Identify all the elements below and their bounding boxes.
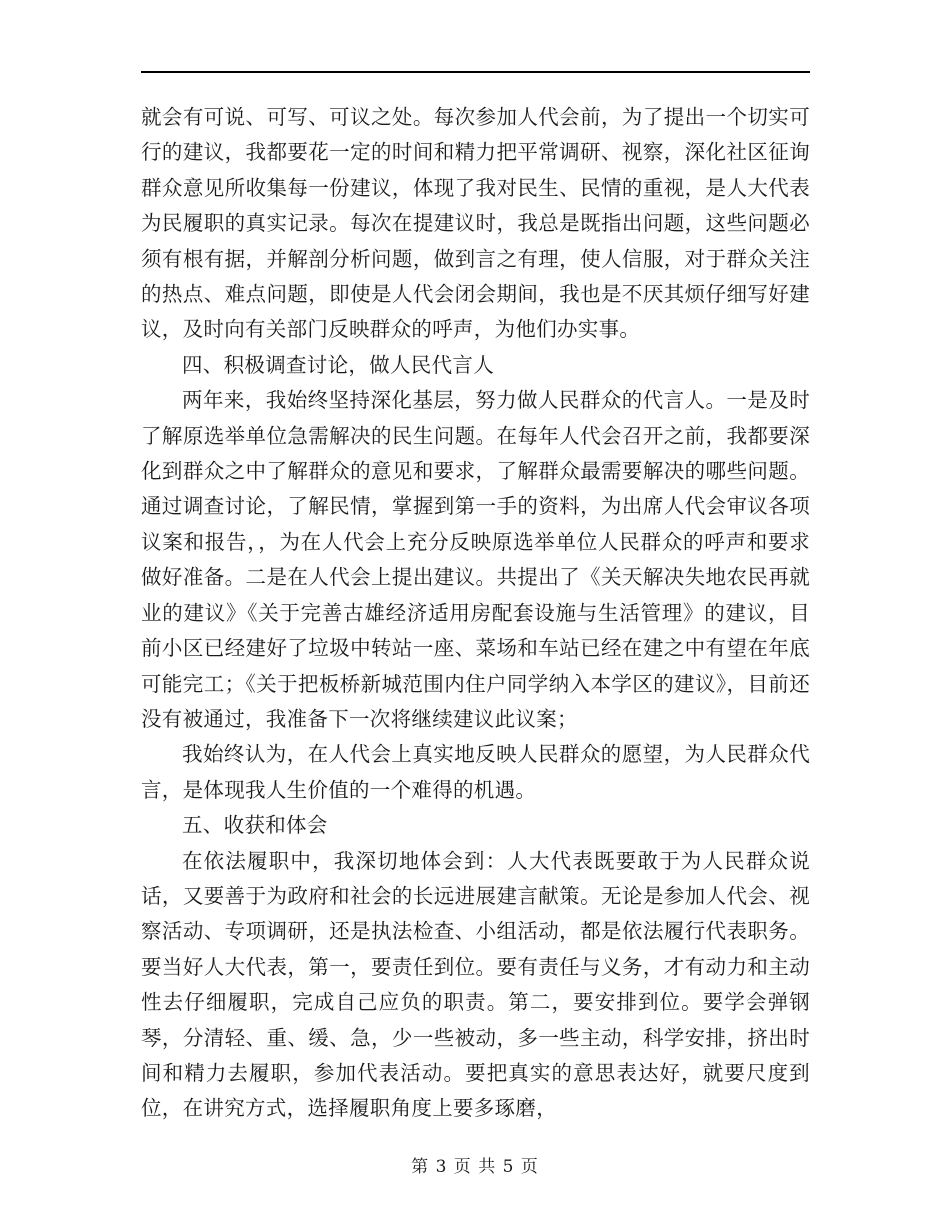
paragraph-continued: 就会有可说、可写、可议之处。每次参加人代会前，为了提出一个切实可行的建议，我都要花一定的时间和精力把平常调研、视察，深化社区征询群众意见所收集每一份建议，体现了我对民生、民情的重视，是人大代表为民履职的真实记录。每次在提建议时，我总是既指出问题，这些问题必须有根有据，并解剖分析问题，做到言之有理，使人信服，对于群众关注的热点、难点问题，即使是人代会闭会期间，我也是不厌其烦仔细写好建议，及时向有关部门反映群众的呼声，为他们办实事。 (141, 105, 810, 342)
page-number: 第 3 页 共 5 页 (411, 1157, 539, 1177)
paragraph: 在依法履职中，我深切地体会到：人大代表既要敢于为人民群众说话，又要善于为政府和社会的长远进展建言献策。无论是参加人代会、视察活动、专项调研，还是执法检查、小组活动，都是依法履行代表职务。要当好人大代表，第一，要责任到位。要有责任与义务，才有动力和主动性去仔细履职，完成自己应负的职责。第二，要安排到位。要学会弹钢琴，分清轻、重、缓、急，少一些被动，多一些主动，科学安排，挤出时间和精力去履职，参加代表活动。要把真实的意思表达好，就要尺度到位，在讲究方式，选择履职角度上要多琢磨， (141, 848, 810, 1121)
document-body (141, 100, 810, 1127)
paragraph: 我始终认为，在人代会上真实地反映人民群众的愿望，为人民群众代言，是体现我人生价值的一个难得的机遇。 (141, 742, 810, 802)
header-rule (141, 71, 810, 73)
paragraph: 两年来，我始终坚持深化基层，努力做人民群众的代言人。一是及时了解原选举单位急需解决的民生问题。在每年人代会召开之前，我都要深化到群众之中了解群众的意见和要求，了解群众最需要解决的哪些问题。通过调查讨论，了解民情，掌握到第一手的资料，为出席人代会审议各项议案和报告，，为在人代会上充分反映原选举单位人民群众的呼声和要求做好准备。二是在人代会上提出建议。共提出了《关天解决失地农民再就业的建议》《关于完善古雄经济适用房配套设施与生活管理》的建议，目前小区已经建好了垃圾中转站一座、菜场和车站已经在建之中有望在年底可能完工；《关于把板桥新城范围内住户同学纳入本学区的建议》，目前还没有被通过，我准备下一次将继续建议此议案； (141, 388, 810, 731)
section-heading-5: 五、收获和体会 (182, 813, 328, 838)
section-heading-4: 四、积极调查讨论，做人民代言人 (182, 352, 494, 377)
